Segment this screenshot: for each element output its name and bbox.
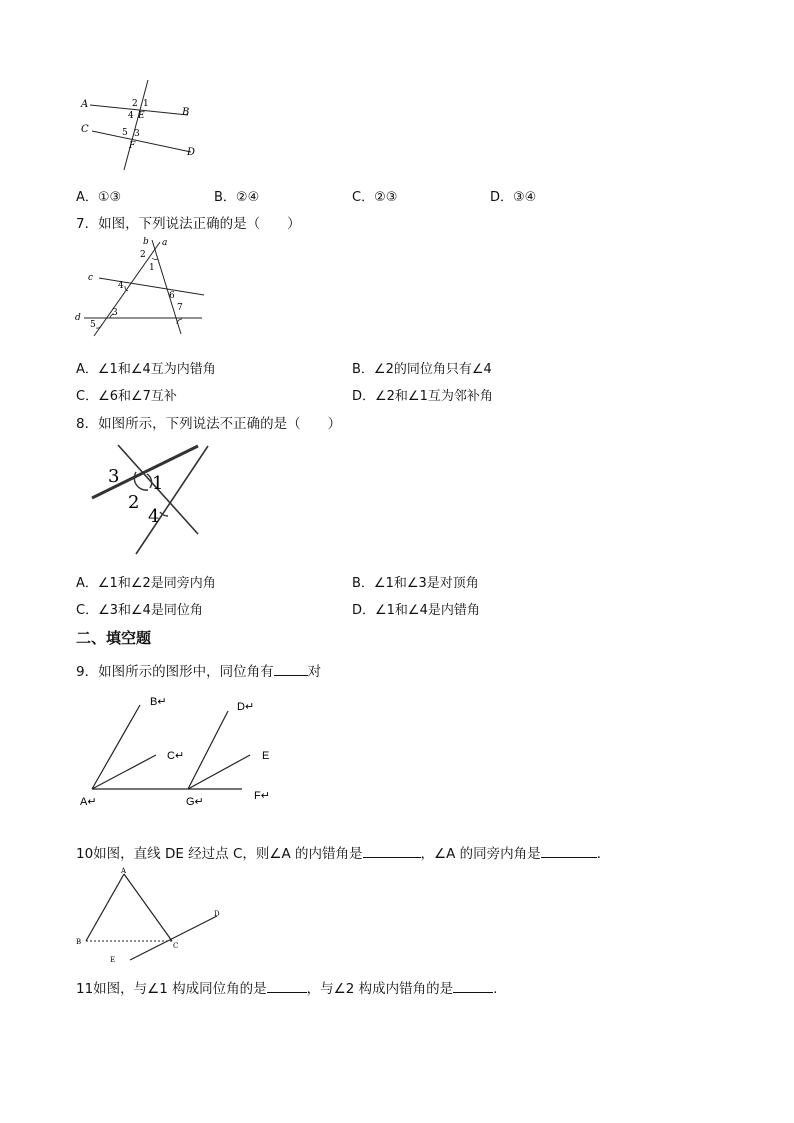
q7-label-c: c	[88, 273, 94, 283]
q10-stem-mid: ，∠A 的同旁内角是	[420, 846, 541, 862]
q10-answer-blank-1[interactable]	[363, 845, 421, 858]
q10-figure	[74, 868, 224, 968]
q6-option-b[interactable]: B．②④	[214, 190, 260, 205]
q7-label-2: 2	[140, 250, 146, 260]
q8-figure	[90, 442, 220, 557]
q7-label-a: a	[162, 238, 168, 248]
q9-answer-blank[interactable]	[274, 663, 308, 676]
q11-stem-mid: ，与∠2 构成内错角的是	[306, 981, 454, 997]
q9-label-A: A↵	[80, 796, 97, 808]
q10-label-A: A	[121, 867, 127, 875]
q9-label-C: C↵	[167, 750, 185, 762]
q6-option-c[interactable]: C．②③	[352, 190, 398, 205]
q8-label-4: 4	[148, 506, 160, 527]
q11-stem-after: .	[493, 981, 498, 997]
q11-stem	[76, 977, 497, 997]
q8-stem: 8．如图所示，下列说法不正确的是（ ）	[76, 416, 342, 432]
q7-label-7: 7	[177, 303, 183, 313]
q9-label-G: G↵	[186, 796, 204, 808]
q6-label-2: 2	[132, 99, 138, 109]
q6-label-C: C	[81, 124, 89, 135]
q7-option-b[interactable]: B．∠2的同位角只有∠4	[352, 362, 492, 377]
q6-label-4: 4	[128, 111, 134, 121]
q8-option-a[interactable]: A．∠1和∠2是同旁内角	[76, 576, 216, 591]
q8-label-3: 3	[108, 466, 120, 487]
q7-stem: 7．如图，下列说法正确的是（ ）	[76, 216, 301, 232]
q10-label-B: B	[76, 938, 82, 946]
q7-label-6: 6	[169, 291, 175, 301]
q8-option-d[interactable]: D．∠1和∠4是内错角	[352, 603, 480, 618]
q7-option-a[interactable]: A．∠1和∠4互为内错角	[76, 362, 216, 377]
q9-label-E: E	[262, 750, 270, 762]
q6-label-A: A	[81, 99, 89, 110]
q6-label-3: 3	[134, 129, 140, 139]
q7-label-b: b	[143, 237, 149, 247]
q10-stem-after: ．	[596, 846, 611, 862]
q10-answer-blank-2[interactable]	[541, 845, 597, 858]
q10-label-D: D	[214, 910, 220, 918]
q6-label-B: B	[182, 107, 190, 118]
q10-stem	[76, 842, 610, 862]
q7-label-5: 5	[90, 320, 96, 330]
q6-option-d[interactable]: D．③④	[490, 190, 537, 205]
q9-label-D: D↵	[237, 701, 255, 713]
q6-label-5: 5	[122, 128, 128, 138]
q7-label-d: d	[75, 313, 81, 323]
q7-label-3: 3	[112, 308, 118, 318]
q6-label-D: D	[187, 147, 196, 158]
q7-figure	[72, 236, 212, 341]
q6-label-1: 1	[143, 99, 149, 109]
q9-label-B: B↵	[150, 696, 167, 708]
q7-option-c[interactable]: C．∠6和∠7互补	[76, 389, 177, 404]
q11-stem-before: 11如图，与∠1 构成同位角的是	[76, 981, 267, 997]
q8-option-b[interactable]: B．∠1和∠3是对顶角	[352, 576, 479, 591]
q11-answer-blank-2[interactable]	[453, 980, 493, 993]
q9-stem-before: 9．如图所示的图形中，同位角有	[76, 664, 274, 680]
q10-label-E: E	[110, 956, 116, 964]
q7-label-4: 4	[118, 281, 124, 291]
q9-stem	[76, 660, 321, 680]
q7-label-1: 1	[149, 263, 155, 273]
q9-label-F: F↵	[254, 790, 270, 802]
q10-stem-before: 10如图，直线 DE 经过点 C，则∠A 的内错角是	[76, 846, 363, 862]
q10-label-C: C	[173, 942, 179, 950]
q8-option-c[interactable]: C．∠3和∠4是同位角	[76, 603, 203, 618]
q6-figure	[78, 78, 208, 178]
q6-option-a[interactable]: A．①③	[76, 190, 122, 205]
q9-stem-after: 对	[307, 664, 322, 680]
q9-figure	[78, 693, 288, 808]
q11-answer-blank-1[interactable]	[267, 980, 307, 993]
q8-label-1: 1	[152, 473, 164, 494]
q8-label-2: 2	[128, 492, 140, 513]
q7-option-d[interactable]: D．∠2和∠1互为邻补角	[352, 389, 493, 404]
q6-label-F: F	[129, 141, 136, 151]
q6-label-E: E	[138, 111, 145, 121]
section-title: 二、填空题	[76, 629, 152, 647]
